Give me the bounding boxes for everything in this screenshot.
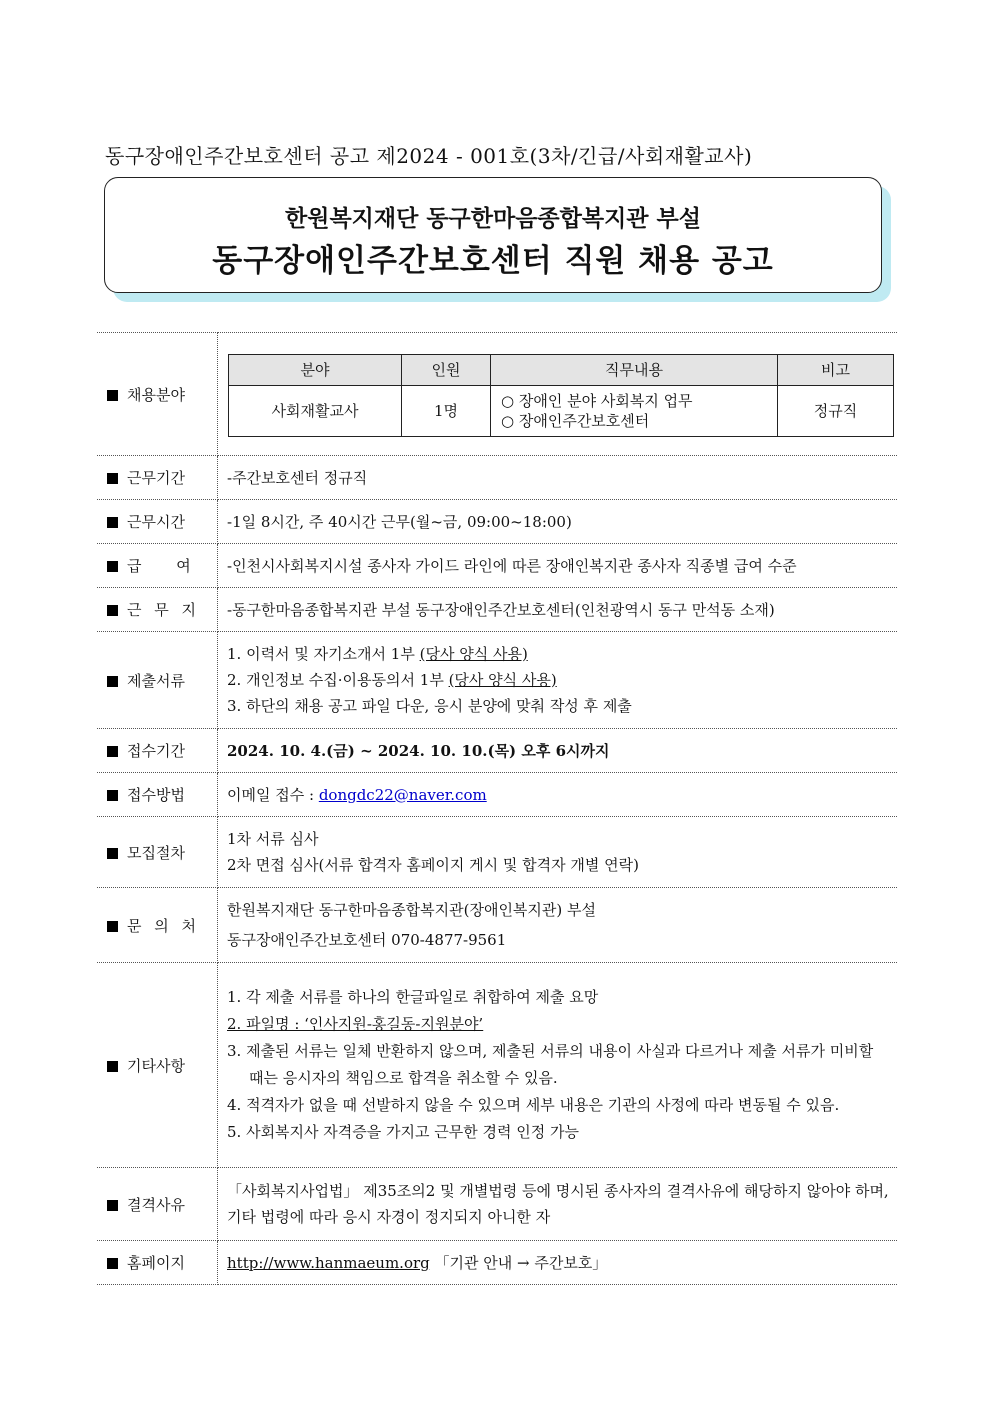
document-item-1-text: 1. 이력서 및 자기소개서 1부: [227, 645, 420, 663]
job-row: [229, 385, 894, 436]
notice-number: 동구장애인주간보호센터 공고 제2024 - 001호(3차/긴급/사회재활교사): [105, 144, 753, 168]
bullet-square-icon: [107, 790, 118, 801]
document-item-2: [227, 667, 897, 693]
label-location: 근 무 지: [127, 601, 197, 619]
bullet-square-icon: [107, 848, 118, 859]
bullet-square-icon: [107, 561, 118, 572]
homepage-link[interactable]: http://www.hanmaeum.org: [227, 1253, 430, 1272]
page-title: 동구장애인주간보호센터 직원 채용 공고: [212, 243, 774, 279]
label-period: 근무기간: [127, 469, 185, 487]
label-reception-method: 접수방법: [127, 786, 185, 804]
homepage-path: 「기관 안내 → 주간보호」: [429, 1253, 608, 1272]
value-location: -동구한마음종합복지관 부설 동구장애인주간보호센터(인천광역시 동구 만석동 소재): [218, 588, 898, 632]
bullet-square-icon: [107, 517, 118, 528]
job-duties: [491, 385, 778, 436]
bullet-square-icon: [107, 746, 118, 757]
job-field: 사회재활교사: [229, 385, 402, 436]
document-item-2-text: 2. 개인정보 수집·이용동의서 1부: [227, 671, 449, 689]
row-contact: [97, 888, 897, 963]
document-item-3: 3. 하단의 채용 공고 파일 다운, 응시 분양에 맞춰 작성 후 제출: [227, 697, 632, 715]
reception-method-prefix: 이메일 접수 :: [227, 785, 319, 804]
row-etc: [97, 963, 897, 1168]
row-disqualification: [97, 1168, 897, 1241]
label-homepage: 홈페이지: [127, 1254, 185, 1272]
value-disqualification: 「사회복지사업법」 제35조의2 및 개별법령 등에 명시된 종사자의 결격사유에 해당하지 않아야 하며, 기타 법령에 따라 응시 자경이 정지되지 아니한 자: [218, 1168, 898, 1241]
label-procedure: 모집절차: [127, 843, 185, 862]
bullet-square-icon: [107, 390, 118, 401]
job-header-count: 인원: [402, 354, 491, 385]
bullet-square-icon: [107, 676, 118, 687]
bullet-square-icon: [107, 1258, 118, 1269]
contact-line-2: 동구장애인주간보호센터 070-4877-9561: [227, 931, 507, 949]
title-box: [104, 177, 882, 293]
job-header-note: 비고: [778, 354, 894, 385]
row-field: [97, 333, 897, 456]
row-reception-method: [97, 773, 897, 817]
value-salary: -인천시사회복지시설 종사자 가이드 라인에 따른 장애인복지관 종사자 직종별 급여 수준: [218, 544, 898, 588]
label-etc: 기타사항: [127, 1056, 185, 1075]
label-disqualification: 결격사유: [127, 1195, 185, 1214]
procedure-step-1: 1차 서류 심사: [227, 830, 319, 848]
etc-item-4: 4. 적격자가 없을 때 선발하지 않을 수 있으며 세부 내용은 기관의 사정에 따라 변동될 수 있음.: [227, 1096, 840, 1114]
row-salary: [97, 544, 897, 588]
value-reception-period: 2024. 10. 4.(금) ~ 2024. 10. 10.(목) 오후 6시까지: [218, 729, 898, 773]
label-hours: 근무시간: [127, 513, 185, 531]
job-count: 1명: [402, 385, 491, 436]
etc-item-1: 1. 각 제출 서류를 하나의 한글파일로 취합하여 제출 요망: [227, 988, 599, 1006]
row-procedure: [97, 817, 897, 888]
row-homepage: [97, 1241, 897, 1285]
label-field: 채용분야: [127, 385, 185, 404]
job-table: [228, 354, 894, 437]
document-item-1: [227, 641, 897, 667]
job-header-field: 분야: [229, 354, 402, 385]
label-documents: 제출서류: [127, 671, 185, 690]
contact-line-1: 한원복지재단 동구한마음종합복지관(장애인복지관) 부설: [227, 901, 597, 919]
email-link[interactable]: dongdc22@naver.com: [318, 785, 487, 804]
job-duty-2: ○ 장애인주간보호센터: [501, 411, 650, 430]
row-hours: [97, 500, 897, 544]
label-contact: 문 의 처: [127, 916, 197, 935]
value-hours: -1일 8시간, 주 40시간 근무(월~금, 09:00~18:00): [218, 500, 898, 544]
procedure-step-2: 2차 면접 심사(서류 합격자 홈페이지 게시 및 합격자 개별 연락): [227, 856, 639, 874]
job-header-duties: 직무내용: [491, 354, 778, 385]
job-duty-1: ○ 장애인 분야 사회복지 업무: [501, 391, 693, 410]
bullet-square-icon: [107, 921, 118, 932]
label-reception-period: 접수기간: [127, 742, 185, 760]
row-reception-period: [97, 729, 897, 773]
recruitment-table: [97, 332, 897, 1285]
job-note: 정규직: [778, 385, 894, 436]
bullet-square-icon: [107, 473, 118, 484]
row-location: [97, 588, 897, 632]
bullet-square-icon: [107, 605, 118, 616]
document-item-2-note: (당사 양식 사용): [448, 671, 557, 689]
etc-item-2: 2. 파일명 : ‘인사지원-홍길동-지원분야’: [227, 1015, 484, 1033]
bullet-square-icon: [107, 1061, 118, 1072]
document-item-1-note: (당사 양식 사용): [419, 645, 528, 663]
etc-item-3: 3. 제출된 서류는 일체 반환하지 않으며, 제출된 서류의 내용이 사실과 다르거나 제출 서류가 미비할 때는 응시자의 책임으로 합격을 취소할 수 있음.: [227, 1042, 874, 1087]
value-documents: [218, 632, 898, 729]
row-documents: [97, 632, 897, 729]
label-salary: 급 여: [127, 557, 191, 575]
etc-item-5: 5. 사회복지사 자격증을 가지고 근무한 경력 인정 가능: [227, 1123, 579, 1141]
value-period: -주간보호센터 정규직: [218, 456, 898, 500]
bullet-square-icon: [107, 1200, 118, 1211]
row-period: [97, 456, 897, 500]
title-organization: 한원복지재단 동구한마음종합복지관 부설: [285, 206, 701, 232]
